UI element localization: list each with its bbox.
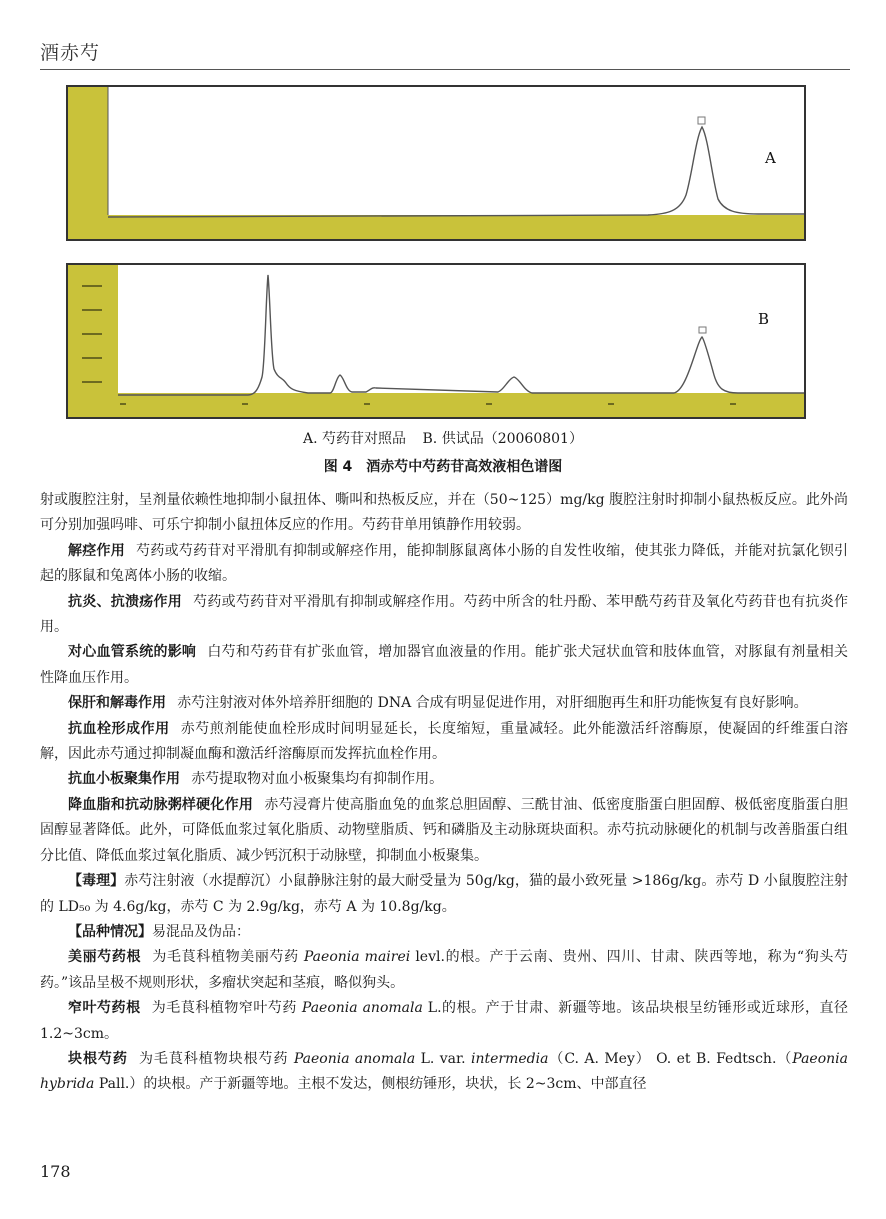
chromatogram-label-a: A [765, 149, 776, 167]
paragraph [40, 869, 848, 920]
paragraph-text: 白芍和芍药苷有扩张血管，增加器官血液量的作用。能扩张犬冠状血管和肢体血管，对豚鼠有剂量相关性降血压作用。 [40, 644, 849, 686]
section-term: 对心血管系统的影响 [68, 644, 197, 661]
chromatogram-b [66, 263, 806, 419]
figure-caption-title: 图 4 酒赤芍中芍药苷高效液相色谱图 [323, 459, 563, 475]
chromatogram-a [66, 85, 806, 241]
section-term: 降血脂和抗动脉粥样硬化作用 [68, 796, 254, 813]
page-number: 178 [40, 1162, 71, 1181]
body-text [40, 488, 848, 1098]
chromatogram-b-svg [68, 265, 804, 417]
paragraph-text: 赤芍提取物对血小板聚集均有抑制作用。 [191, 771, 444, 788]
paragraph [40, 996, 848, 1047]
section-term: 窄叶芍药根 [68, 1000, 141, 1017]
paragraph-text: 易混品及伪品： [152, 923, 250, 940]
paragraph [40, 1047, 848, 1098]
paragraph [40, 539, 848, 590]
paragraph [40, 590, 848, 641]
section-term: 抗血栓形成作用 [68, 720, 170, 737]
section-term: 抗血小板聚集作用 [68, 771, 180, 788]
header-rule [40, 69, 850, 70]
running-head: 酒赤芍 [40, 42, 101, 64]
section-term: 块根芍药 [68, 1050, 128, 1067]
paragraph-text: 赤芍注射液（水提醇沉）小鼠静脉注射的最大耐受量为 50g/kg，猫的最小致死量 >186g/kg。赤芍 D 小鼠腹腔注射的 LD₅₀ 为 4.6g/kg，赤芍 C 为 2.9g/kg，赤芍 A 为 10.8g/kg。 [40, 873, 848, 915]
caption-legend-a: A. 芍药苷对照品 [303, 431, 407, 447]
paragraph [40, 945, 848, 996]
paragraph-text: Pall.）的块根。产于新疆等地。主根不发达，侧根纺锤形，块状，长 2~3cm、中部直径 [94, 1076, 647, 1093]
x-axis-band [68, 393, 804, 417]
latin-name: Paeonia anomala [293, 1050, 416, 1067]
paragraph-text: 为毛茛科植物美丽芍药 [152, 949, 304, 966]
paragraph [40, 793, 848, 869]
paragraph [40, 920, 848, 945]
paragraph: 射或腹腔注射，呈剂量依赖性地抑制小鼠扭体、嘶叫和热板反应，并在（50~125）mg/kg 腹腔注射时抑制小鼠热板反应。此外尚可分别加强吗啡、可乐宁抑制小鼠扭体反应的作用。芍药苷单用镇静作用较弱。 [40, 492, 848, 534]
x-axis-band [68, 215, 804, 239]
chromatogram-label-b: B [758, 310, 770, 328]
latin-name: Paeonia mairei [303, 949, 411, 966]
paragraph [40, 767, 848, 792]
figure-caption-legend [0, 428, 886, 448]
paragraph-text: 芍药或芍药苷对平滑肌有抑制或解痉作用，能抑制豚鼠离体小肠的自发性收缩，使其张力降低，并能对抗氯化钡引起的豚鼠和兔离体小肠的收缩。 [40, 542, 848, 585]
paragraph-text: 为毛茛科植物窄叶芍药 [151, 1000, 302, 1017]
chromatogram-a-svg [68, 87, 804, 239]
paragraph-text: （C. A. Mey） O. et B. Fedtsch.（ [548, 1050, 793, 1067]
paragraph [40, 640, 848, 691]
section-term: 保肝和解毒作用 [68, 695, 166, 712]
paragraph-text: 赤芍注射液对体外培养肝细胞的 DNA 合成有明显促进作用，对肝细胞再生和肝功能恢复有良好影响。 [177, 695, 808, 712]
latin-name: Paeonia anomala [301, 1000, 423, 1017]
paragraph-text: 赤芍煎剂能使血栓形成时间明显延长，长度缩短，重量减轻。此外能激活纤溶酶原，使凝固的纤维蛋白溶解，因此赤芍通过抑制凝血酶和激活纤溶酶原而发挥抗血栓作用。 [40, 720, 848, 763]
paragraph-text: L. var. [415, 1050, 471, 1067]
latin-name: Paeonia hybrida [40, 1050, 848, 1093]
section-term: 美丽芍药根 [68, 949, 142, 966]
paragraph-text: L.的根。产于甘肃、新疆等地。该品块根呈纺锤形或近球形，直径 1.2~3cm。 [40, 1000, 849, 1042]
section-heading: 【品种情况】 [68, 923, 152, 940]
paragraph [40, 691, 848, 716]
paragraph-text: 芍药或芍药苷对平滑肌有抑制或解痉作用。芍药中所含的牡丹酚、苯甲酰芍药苷及氧化芍药苷也有抗炎作用。 [40, 593, 849, 636]
paragraph-text: 赤芍浸膏片使高脂血兔的血浆总胆固醇、三酰甘油、低密度脂蛋白胆固醇、极低密度脂蛋白胆固醇显著降低。此外，可降低血浆过氧化脂质、动物壁脂质、钙和磷脂及主动脉斑块面积。赤芍抗动脉硬化的机制与改善脂蛋白组分比值、降低血浆过氧化脂质、减少钙沉积于动脉壁，抑制血小板聚集。 [40, 796, 849, 864]
section-heading: 【毒理】 [68, 873, 125, 890]
section-term: 抗炎、抗溃疡作用 [68, 593, 182, 610]
paragraph-text: 为毛茛科植物块根芍药 [138, 1050, 294, 1067]
section-term: 解痉作用 [68, 542, 125, 559]
latin-name: intermedia [470, 1050, 549, 1067]
paragraph-text: levl.的根。产于云南、贵州、四川、甘肃、陕西等地，称为“狗头芍药。”该品呈极不规则形状，多瘤状突起和茎痕，略似狗头。 [40, 949, 848, 991]
caption-legend-b: B. 供试品（20060801） [422, 431, 583, 447]
paragraph [40, 717, 848, 768]
